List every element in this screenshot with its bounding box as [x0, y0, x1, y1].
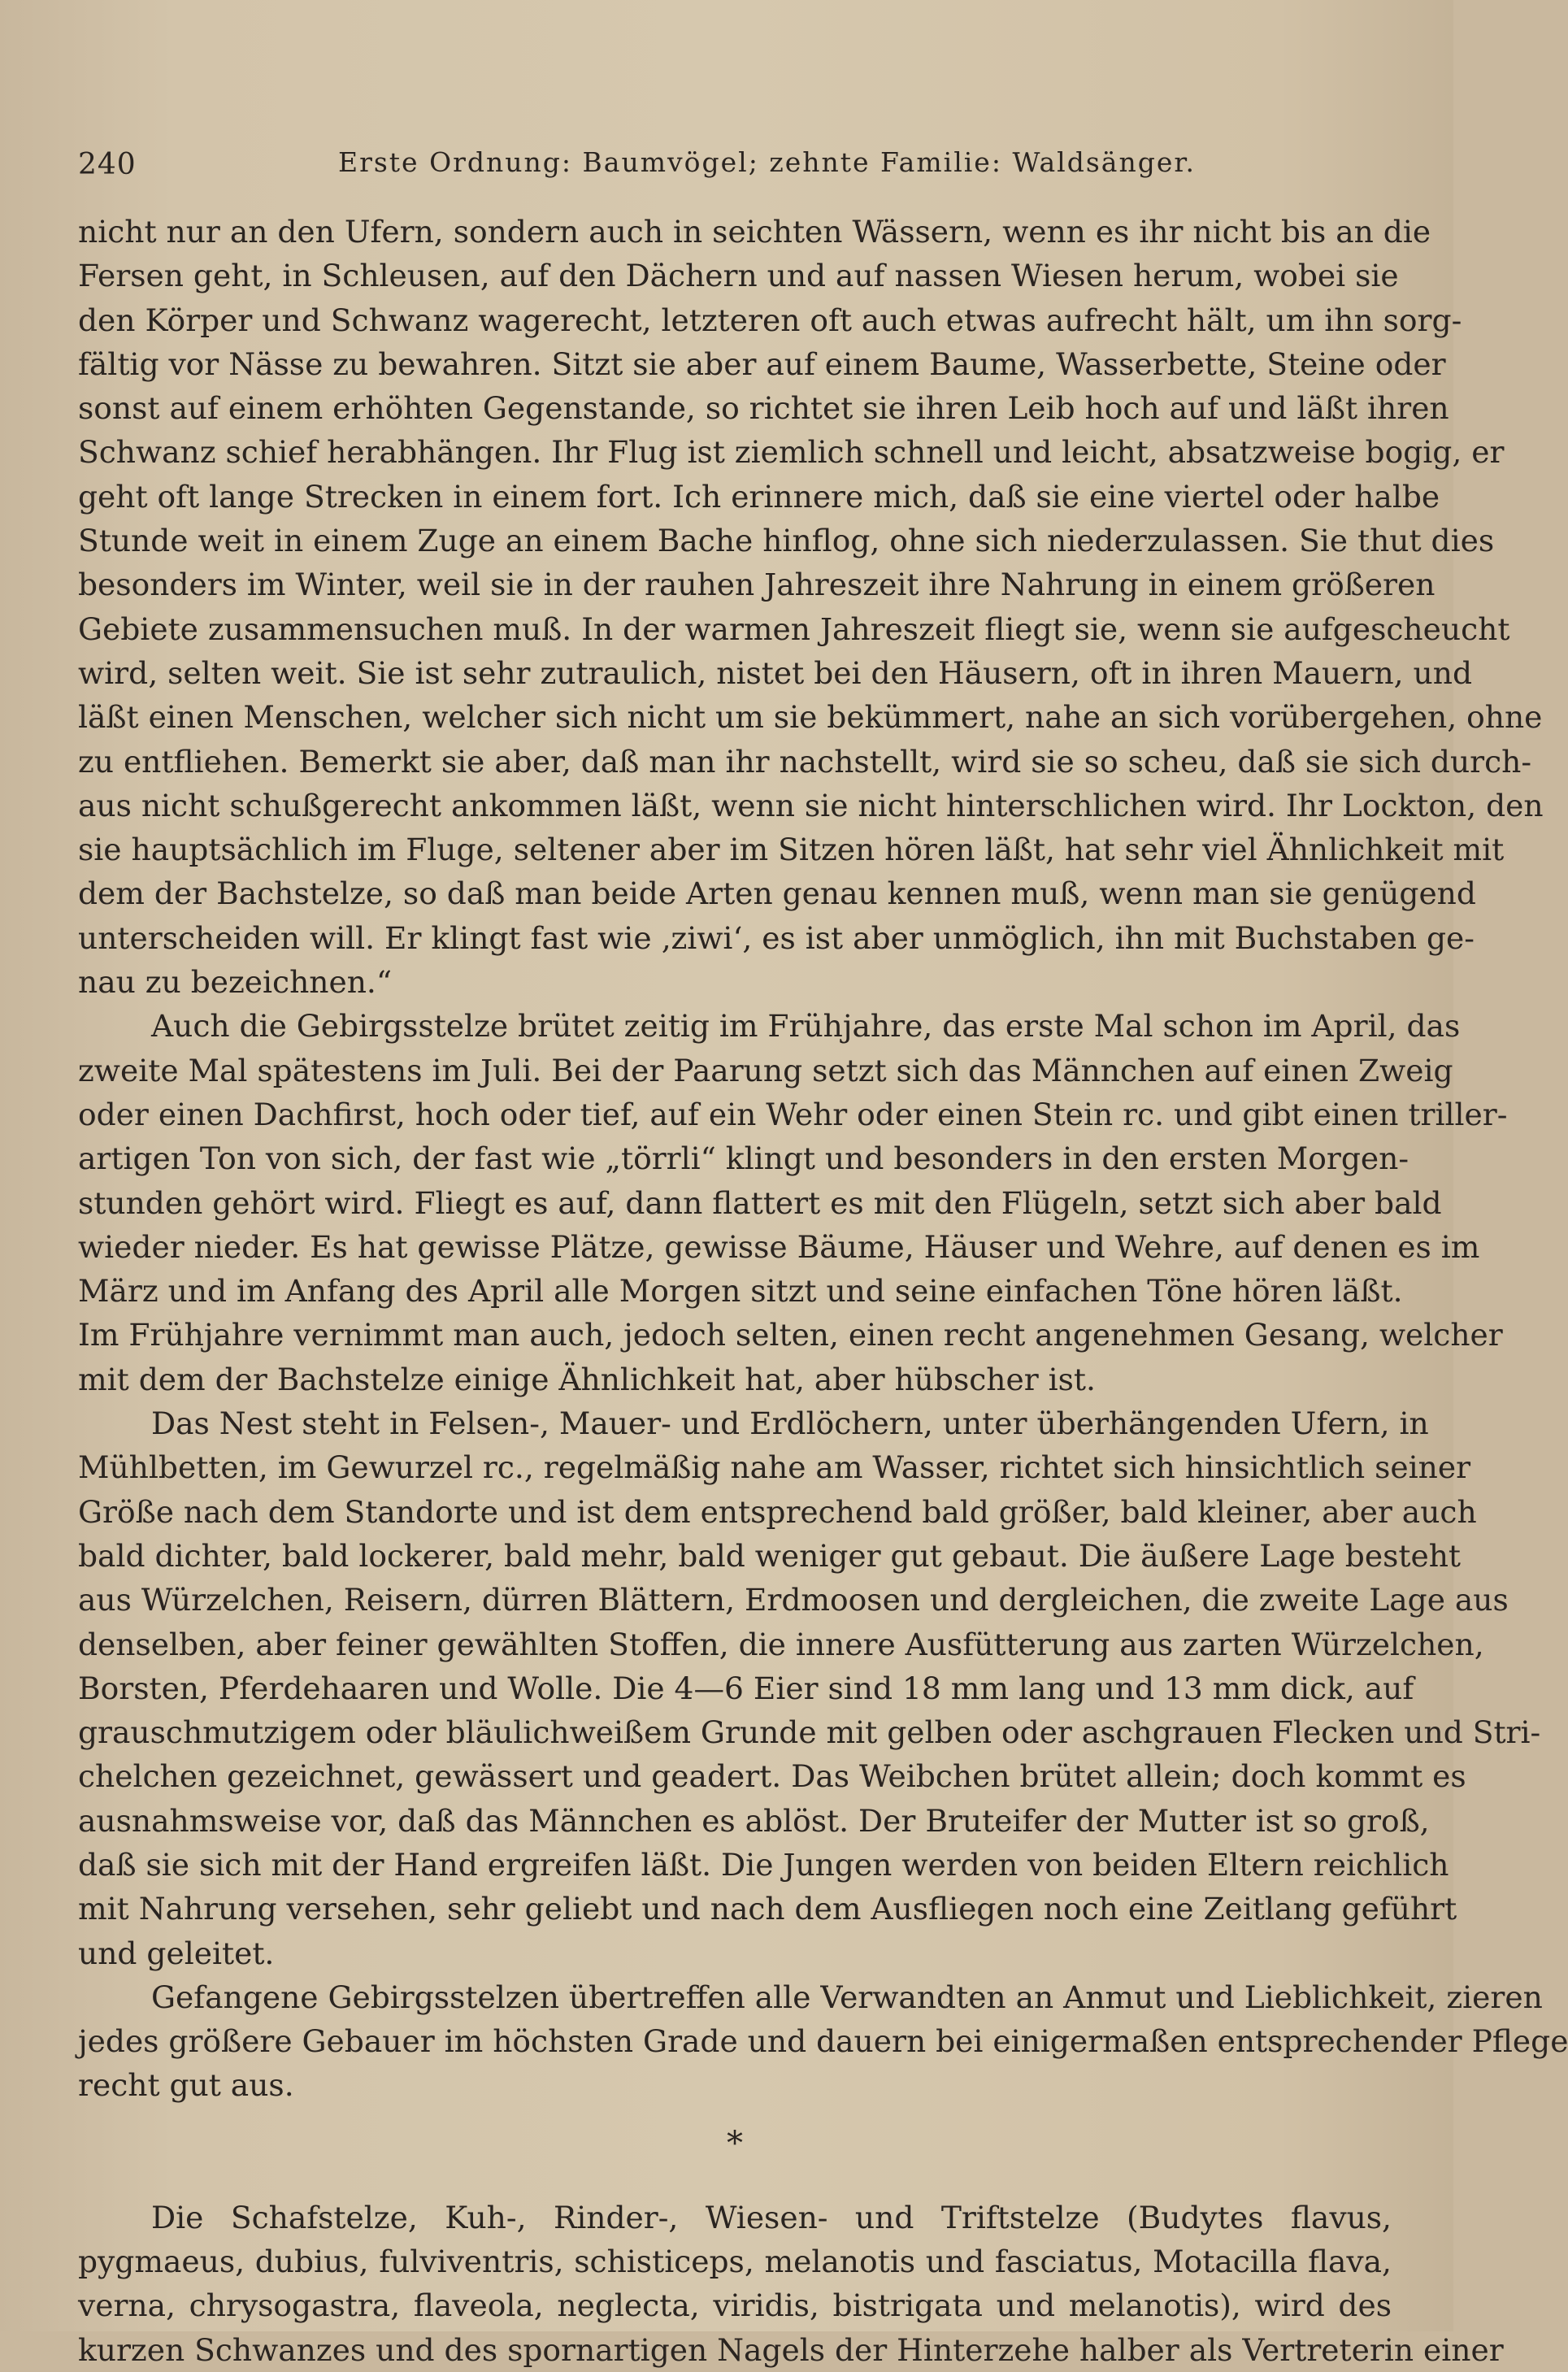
- text-line: zweite Mal spätestens im Juli. Bei der Paarung setzt sich das Männchen auf einen Zweig: [78, 1052, 1453, 1088]
- page-header: [78, 146, 1375, 187]
- text-line: läßt einen Menschen, welcher sich nicht um sie bekümmert, nahe an sich vorübergehen, ohne: [78, 699, 1543, 736]
- text-line: Das Nest steht in Felsen-, Mauer- und Erdlöchern, unter überhängenden Ufern, in: [151, 1405, 1429, 1442]
- text-line: nau zu bezeichnen.“: [78, 964, 393, 1001]
- text-line: zu entfliehen. Bemerkt sie aber, daß man ihr nachstellt, wird sie so scheu, daß sie sich durch-: [78, 743, 1532, 780]
- text-line: ausnahmsweise vor, daß das Männchen es ablöst. Der Bruteifer der Mutter ist so groß,: [78, 1802, 1430, 1839]
- text-line: besonders im Winter, weil sie in der rauhen Jahreszeit ihre Nahrung in einem größeren: [78, 567, 1436, 603]
- text-line: fältig vor Nässe zu bewahren. Sitzt sie aber auf einem Baume, Wasserbette, Steine oder: [78, 345, 1446, 382]
- text-line: nicht nur an den Ufern, sondern auch in seichten Wässern, wenn es ihr nicht bis an die: [78, 214, 1431, 250]
- text-line: sonst auf einem erhöhten Gegenstande, so richtet sie ihren Leib hoch auf und läßt ihren: [78, 390, 1449, 427]
- text-line: mit dem der Bachstelze einige Ähnlichkeit hat, aber hübscher ist.: [78, 1361, 1096, 1397]
- text-line: Gefangene Gebirgsstelzen übertreffen alle Verwandten an Anmut und Lieblichkeit, zieren: [151, 1979, 1543, 2015]
- text-line: jedes größere Gebauer im höchsten Grade und dauern bei einigermaßen entsprechender Pflege: [78, 2023, 1568, 2060]
- text-line: wieder nieder. Es hat gewisse Plätze, gewisse Bäume, Häuser und Wehre, auf denen es im: [78, 1228, 1480, 1265]
- text-line: bald dichter, bald lockerer, bald mehr, bald weniger gut gebaut. Die äußere Lage besteht: [78, 1537, 1462, 1574]
- text-line: grauschmutzigem oder bläulichweißem Grunde mit gelben oder aschgrauen Flecken und Stri-: [78, 1714, 1541, 1751]
- text-line: sie hauptsächlich im Fluge, seltener aber im Sitzen hören läßt, hat sehr viel Ähnlichkeit mit: [78, 832, 1505, 868]
- text-line: unterscheiden will. Er klingt fast wie ‚ziwi‘, es ist aber unmöglich, ihn mit Buchstaben ge-: [78, 919, 1475, 956]
- text-line: März und im Anfang des April alle Morgen sitzt und seine einfachen Töne hören läßt.: [78, 1273, 1403, 1310]
- text-line: Borsten, Pferdehaaren und Wolle. Die 4—6 Eier sind 18 mm lang und 13 mm dick, auf: [78, 1670, 1414, 1706]
- text-line: Die Schafstelze, Kuh-, Rinder-, Wiesen- und Triftstelze (Budytes flavus,: [151, 2199, 1392, 2235]
- page-body: [78, 210, 1568, 2372]
- text-line: Auch die Gebirgsstelze brütet zeitig im Frühjahre, das erste Mal schon im April, das: [151, 1008, 1461, 1045]
- text-line: aus nicht schußgerecht ankommen läßt, wenn sie nicht hinterschlichen wird. Ihr Lockton, den: [78, 787, 1544, 823]
- text-line: und geleitet.: [78, 1935, 275, 1971]
- text-line: oder einen Dachfirst, hoch oder tief, auf ein Wehr oder einen Stein rc. und gibt einen triller-: [78, 1096, 1508, 1132]
- text-line: Gebiete zusammensuchen muß. In der warmen Jahreszeit fliegt sie, wenn sie aufgescheucht: [78, 610, 1510, 647]
- text-line: kurzen Schwanzes und des spornartigen Nagels der Hinterzehe halber als Vertreterin einer: [78, 2331, 1504, 2368]
- text-line: Größe nach dem Standorte und ist dem entsprechend bald größer, bald kleiner, aber auch: [78, 1493, 1477, 1530]
- running-head: Erste Ordnung: Baumvögel; zehnte Familie: Waldsänger.: [338, 146, 1197, 178]
- text-line: Stunde weit in einem Zuge an einem Bache hinflog, ohne sich niederzulassen. Sie thut dies: [78, 523, 1495, 559]
- page-number: 240: [78, 148, 137, 181]
- text-line: artigen Ton von sich, der fast wie „törrli“ klingt und besonders in den ersten Morgen-: [78, 1140, 1409, 1177]
- text-line: recht gut aus.: [78, 2067, 294, 2104]
- text-line: pygmaeus, dubius, fulviventris, schisticeps, melanotis und fasciatus, Motacilla flava,: [78, 2244, 1392, 2280]
- paragraph-1: [78, 210, 1544, 1004]
- text-line: den Körper und Schwanz wagerecht, letzteren oft auch etwas aufrecht hält, um ihn sorg-: [78, 302, 1462, 338]
- text-line: chelchen gezeichnet, gewässert und geadert. Das Weibchen brütet allein; doch kommt es: [78, 1758, 1466, 1795]
- text-line: verna, chrysogastra, flaveola, neglecta, viridis, bistrigata und melanotis), wird des: [78, 2287, 1392, 2324]
- text-line: dem der Bachstelze, so daß man beide Arten genau kennen muß, wenn man sie genügend: [78, 875, 1476, 912]
- text-line: stunden gehört wird. Fliegt es auf, dann flattert es mit den Flügeln, setzt sich aber bald: [78, 1184, 1442, 1221]
- text-line: mit Nahrung versehen, sehr geliebt und nach dem Ausfliegen noch eine Zeitlang geführt: [78, 1891, 1457, 1927]
- paragraph-final: [78, 2196, 1504, 2372]
- text-line: aus Würzelchen, Reisern, dürren Blättern, Erdmoosen und dergleichen, die zweite Lage aus: [78, 1582, 1509, 1618]
- text-line: denselben, aber feiner gewählten Stoffen, die innere Ausfütterung aus zarten Würzelchen,: [78, 1626, 1484, 1662]
- section-ornament: *: [727, 2124, 743, 2162]
- text-line: wird, selten weit. Sie ist sehr zutraulich, nistet bei den Häusern, oft in ihren Mauern, und: [78, 654, 1472, 691]
- text-line: Mühlbetten, im Gewurzel rc., regelmäßig nahe am Wasser, richtet sich hinsichtlich seiner: [78, 1449, 1471, 1486]
- paragraph-2: [78, 1004, 1508, 1401]
- text-line: Schwanz schief herabhängen. Ihr Flug ist ziemlich schnell und leicht, absatzweise bogig, er: [78, 434, 1505, 471]
- text-line: daß sie sich mit der Hand ergreifen läßt. Die Jungen werden von beiden Eltern reichlich: [78, 1846, 1449, 1883]
- text-line: Fersen geht, in Schleusen, auf den Dächern und auf nassen Wiesen herum, wobei sie: [78, 258, 1399, 294]
- paragraph-3: [78, 1401, 1541, 1975]
- text-line: geht oft lange Strecken in einem fort. Ich erinnere mich, daß sie eine viertel oder halbe: [78, 478, 1440, 515]
- paragraph-4: [78, 1975, 1568, 2108]
- text-line: Im Frühjahre vernimmt man auch, jedoch selten, einen recht angenehmen Gesang, welcher: [78, 1317, 1503, 1353]
